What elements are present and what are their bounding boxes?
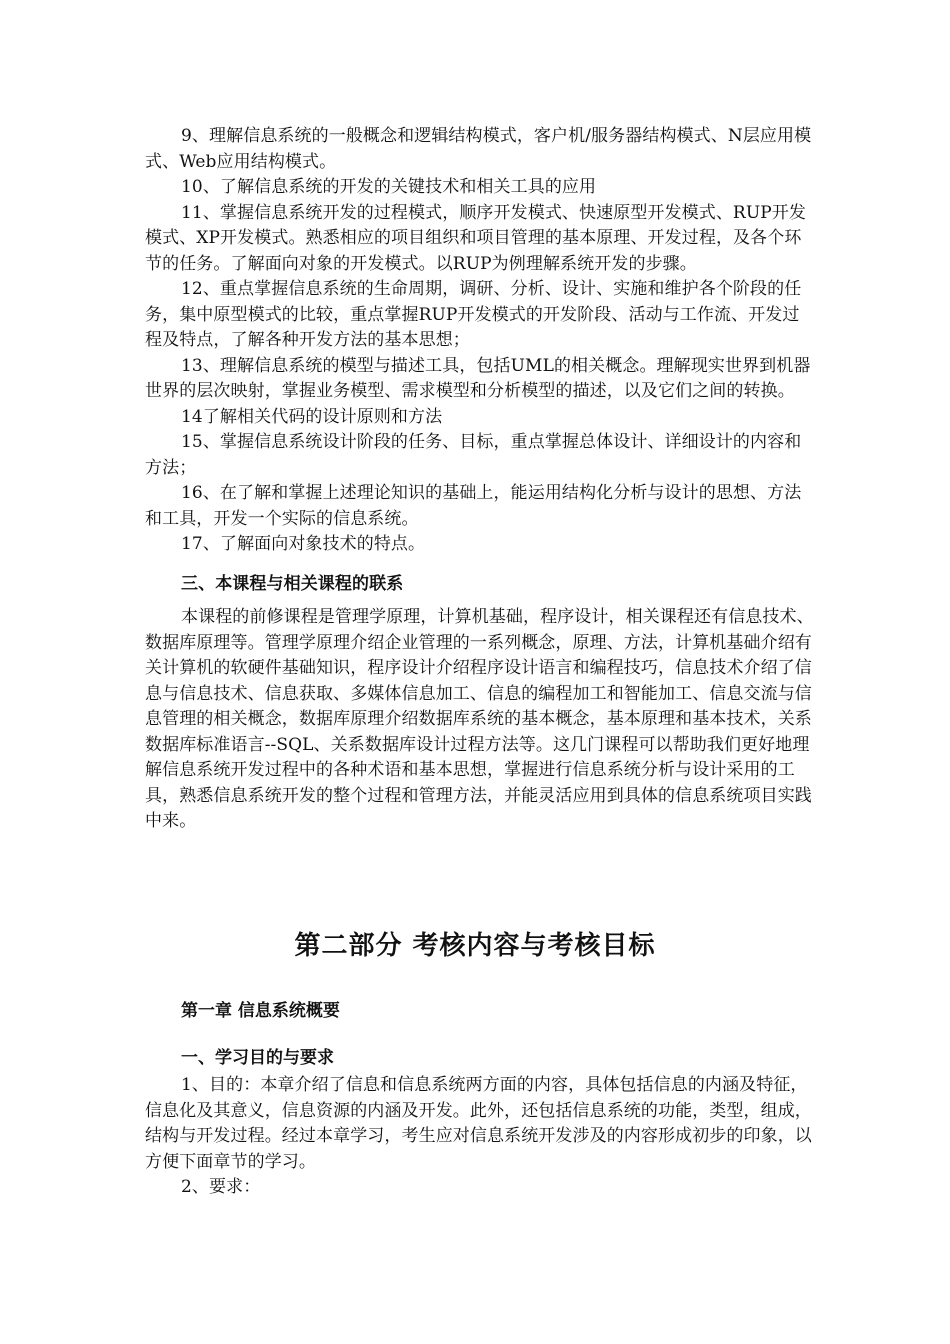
chapter-title: 第一章 信息系统概要 — [181, 1001, 340, 1021]
list-item: 14了解相关代码的设计原则和方法 — [181, 406, 443, 427]
objectives-list — [145, 124, 815, 835]
related-courses-paragraph: 本课程的前修课程是管理学原理，计算机基础，程序设计，相关课程还有信息技术、 数据库原理等。管理学原理介绍企业管理的一系列概念，原理、方法，计算机基础介绍有关计算机的软硬件基础知识，程序设计介绍程序设计语言和编程技巧，信息技术介绍了信息与信息技术、信息获取、多媒体信息加工、信息的编程加工和智能加工、信息交流与信息管理的相关概念，数据库原理介绍数据库系统的基本概念，基本原理和基本技术，关系数据库标准语言--SQL、关系数据库设计过程方法等。这几门课程可以帮助我们更好地理解信息系统开发过程中的各种术语和基本思想，掌握进行信息系统分析与设计采用的工具，熟悉信息系统开发的整个过程和管理方法，并能灵活应用到具体的信息系统项目实践中来。 — [145, 607, 814, 831]
learning-goals — [145, 1073, 815, 1201]
list-item: 15、掌握信息系统设计阶段的任务、目标，重点掌握总体设计、详细设计的内容和方法； — [145, 432, 802, 478]
part-title: 第二部分 考核内容与考核目标 — [294, 931, 656, 961]
list-item: 16、在了解和掌握上述理论知识的基础上，能运用结构化分析与设计的思想、方法和工具，开发一个实际的信息系统。 — [145, 483, 802, 529]
list-item: 13、理解信息系统的模型与描述工具，包括UML的相关概念。理解现实世界到机器世界的层次映射，掌握业务模型、需求模型和分析模型的描述，以及它们之间的转换。 — [145, 355, 811, 401]
list-item: 12、重点掌握信息系统的生命周期，调研、分析、设计、实施和维护各个阶段的任务，集中原型模式的比较，重点掌握RUP开发模式的开发阶段、活动与工作流、开发过程及特点，了解各种开发方法的基本思想； — [145, 279, 802, 350]
section-title: 一、学习目的与要求 — [181, 1048, 334, 1068]
list-item: 10、了解信息系统的开发的关键技术和相关工具的应用 — [181, 177, 597, 197]
section-heading-related-courses: 三、本课程与相关课程的联系 — [181, 573, 404, 594]
goal-paragraph: 1、目的：本章介绍了信息和信息系统两方面的内容，具体包括信息的内涵及特征，信息化及其意义，信息资源的内涵及开发。此外，还包括信息系统的功能，类型，组成，结构与开发过程。经过本章学习，考生应对信息系统开发涉及的内容形成初步的印象，以方便下面章节的学习。 — [145, 1075, 812, 1172]
list-item: 17、了解面向对象技术的特点。 — [181, 534, 426, 554]
requirement-paragraph: 2、要求： — [181, 1177, 261, 1197]
list-item: 9、理解信息系统的一般概念和逻辑结构模式，客户机/服务器结构模式、N层应用模式、Web应用结构模式。 — [145, 126, 812, 172]
list-item: 11、掌握信息系统开发的过程模式，顺序开发模式、快速原型开发模式、RUP开发模式、XP开发模式。熟悉相应的项目组织和项目管理的基本原理、开发过程，及各个环节的任务。了解面向对象的开发模式。以RUP为例理解系统开发的步骤。 — [145, 202, 806, 274]
